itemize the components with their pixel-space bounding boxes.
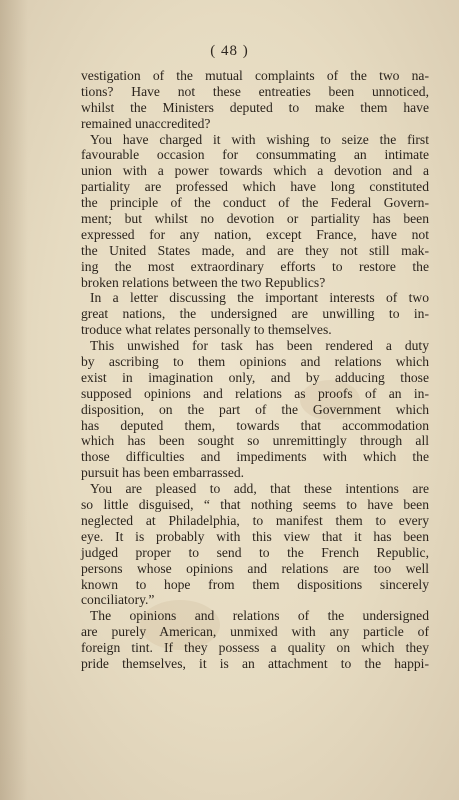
page-number: ( 48 ) <box>210 43 249 59</box>
text-line: known to hope from them dispositions sincerely <box>81 576 429 592</box>
text-line: troduce what relates personally to themselves. <box>81 322 332 338</box>
paragraph <box>81 338 429 481</box>
paragraph <box>81 481 429 608</box>
text-line: pursuit has been embarrassed. <box>81 465 245 481</box>
text-line: conciliatory.” <box>81 592 155 608</box>
text-line: disposition, on the part of the Government which <box>81 401 429 417</box>
text-line: tions? Have not these entreaties been unnoticed, <box>81 83 429 99</box>
text-line: are purely American, unmixed with any particle of <box>81 624 429 640</box>
text-line: the principle of the conduct of the Federal Govern- <box>81 195 429 211</box>
paragraph <box>81 132 429 291</box>
text-line: ment; but whilst no devotion or partiality has been <box>81 211 429 227</box>
body-text <box>81 68 429 672</box>
text-line: expressed for any nation, except France, have not <box>81 226 429 242</box>
paragraph <box>81 68 429 132</box>
paragraph <box>81 290 429 338</box>
text-line: vestigation of the mutual complaints of the two na- <box>81 68 429 83</box>
text-line: persons whose opinions and relations are too well <box>81 560 429 576</box>
text-line: eye. It is probably with this view that it has been <box>81 528 429 544</box>
text-line: The opinions and relations of the undersigned <box>90 608 429 624</box>
text-line: whilst the Ministers deputed to make them have <box>81 99 429 115</box>
text-line: judged proper to send to the French Republic, <box>81 544 429 560</box>
text-line: favourable occasion for consummating an intimate <box>81 147 429 163</box>
text-line: those difficulties and impediments with which the <box>81 449 429 465</box>
text-line: supposed opinions and relations as proofs of an in- <box>81 385 429 401</box>
text-line: You are pleased to add, that these intentions are <box>90 481 429 497</box>
text-line: You have charged it with wishing to seize the first <box>90 131 429 147</box>
paragraph <box>81 608 429 672</box>
text-line: This unwished for task has been rendered a duty <box>90 338 429 354</box>
text-line: which has been sought so unremittingly through all <box>81 433 429 449</box>
text-line: neglected at Philadelphia, to manifest them to every <box>81 512 429 528</box>
text-line: In a letter discussing the important interests of two <box>90 290 429 306</box>
text-line: the United States made, and are they not still mak- <box>81 242 429 258</box>
text-line: partiality are professed which have long constituted <box>81 179 429 195</box>
text-line: union with a power towards which a devotion and a <box>81 163 429 179</box>
text-line: ing the most extraordinary efforts to restore the <box>81 258 429 274</box>
text-line: remained unaccredited? <box>81 115 211 131</box>
text-line: exist in imagination only, and by adducing those <box>81 369 429 385</box>
text-line: has deputed them, towards that accommodation <box>81 417 429 433</box>
text-line: great nations, the undersigned are unwilling to in- <box>81 306 429 322</box>
text-line: broken relations between the two Republics? <box>81 274 326 290</box>
page-edge-shadow <box>0 0 28 800</box>
text-line: by ascribing to them opinions and relations which <box>81 354 429 370</box>
text-line: pride themselves, it is an attachment to the happi- <box>81 655 429 671</box>
text-line: so little disguised, “ that nothing seems to have been <box>81 497 429 513</box>
text-line: foreign tint. If they possess a quality on which they <box>81 640 429 656</box>
